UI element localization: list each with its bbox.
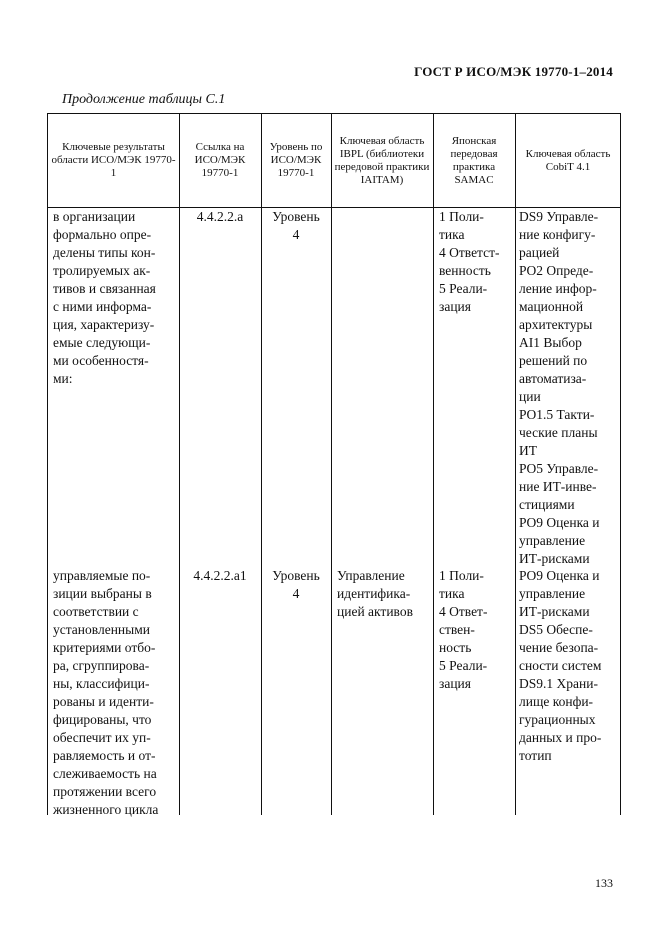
column-divider — [515, 114, 516, 815]
row1-result: в организации формально опре- делены типы кон- тролируемых ак- тивов и связанная с ними информа- ция, характеризу- емые следующи- ми особенностя- ми: — [53, 209, 156, 386]
row1-samac: 1 Поли- тика 4 Ответст- венность 5 Реали- зация — [439, 209, 500, 314]
column-header-cobit: Ключевая область CobiT 4.1 — [525, 147, 611, 173]
row2-cobit: PO9 Оценка и управление ИТ-рисками DS5 Обеспе- чение безопа- сности систем DS9.1 Храни- лище конфи- гурационных данных и про- тотип — [519, 568, 602, 763]
row2-result: управляемые по- зиции выбраны в соответствии с установленными критериями отбо- ра, сгруппирова- ны, классифици- рованы и иденти- фицированы, что обеспечит их уп- равляемость и от- слеживаемость на протяжении всего жизненного цикла — [53, 568, 159, 817]
column-divider — [433, 114, 434, 815]
page-number: 133 — [595, 876, 613, 890]
row1-level: Уровень 4 — [272, 209, 320, 242]
column-divider — [331, 114, 332, 815]
comparison-table — [47, 113, 621, 815]
row1-cobit: DS9 Управле- ние конфигу- рацией PO2 Опреде- ление инфор- мационной архитектуры AI1 Выбор решений по автоматиза- ции PO1.5 Такти- ческие планы ИТ PO5 Управле- ние ИТ-инве- стициями PO9 Оценка и управление ИТ-рисками — [519, 209, 600, 566]
row2-reference: 4.4.2.2.а1 — [193, 568, 247, 583]
table-caption: Продолжение таблицы С.1 — [62, 92, 226, 107]
document-header: ГОСТ Р ИСО/МЭК 19770-1–2014 — [414, 64, 613, 79]
column-header-samac: Японская передовая практика SAMAC — [450, 134, 498, 186]
row2-level: Уровень 4 — [272, 568, 320, 601]
column-header-ibpl: Ключевая область IBPL (библиотеки передовой практики IAITAM) — [334, 134, 430, 186]
column-header-results: Ключевые результаты области ИСО/МЭК 19770-1 — [51, 141, 176, 179]
row1-reference: 4.4.2.2.а — [196, 209, 244, 224]
row2-ibpl: Управление идентифика- цией активов — [337, 568, 413, 619]
row2-samac: 1 Поли- тика 4 Ответ- ствен- ность 5 Реали- зация — [439, 568, 488, 691]
column-header-level: Уровень по ИСО/МЭК 19770-1 — [269, 141, 323, 179]
column-header-reference: Ссылка на ИСО/МЭК 19770-1 — [194, 141, 246, 179]
